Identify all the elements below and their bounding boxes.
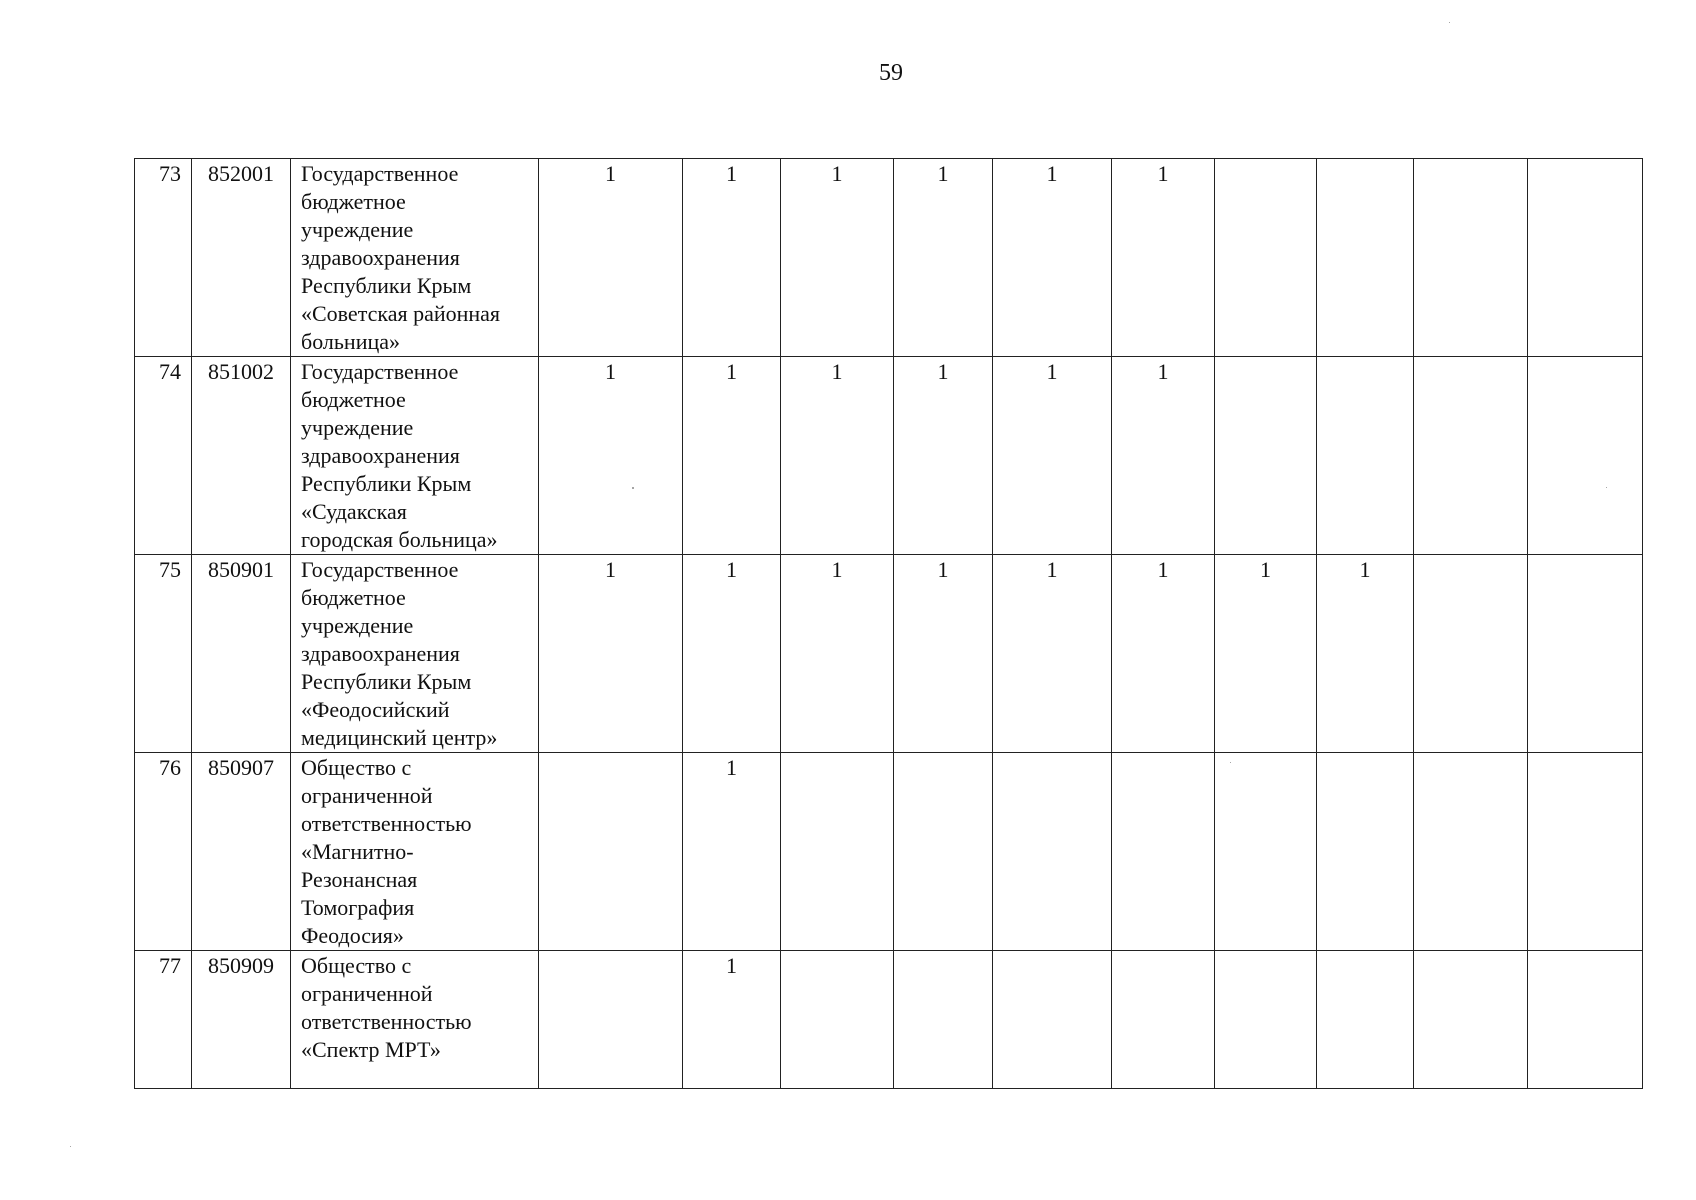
table-row xyxy=(135,555,1643,753)
row-code: 850907 xyxy=(192,753,291,951)
table-row xyxy=(135,753,1643,951)
organization-name xyxy=(291,555,539,753)
row-code: 850901 xyxy=(192,555,291,753)
mark-cell: 1 xyxy=(781,159,894,357)
mark-cell: 1 xyxy=(894,159,993,357)
organization-name-line: ответственностью xyxy=(301,811,472,836)
organization-name-line: Республики Крым xyxy=(301,471,472,496)
mark-cell: 1 xyxy=(993,159,1112,357)
mark-cell xyxy=(894,753,993,951)
organization-name-line: ограниченной xyxy=(301,981,433,1006)
mark-cell: 1 xyxy=(683,159,781,357)
mark-cell xyxy=(1414,357,1528,555)
mark-cell: 1 xyxy=(781,555,894,753)
mark-cell xyxy=(539,753,683,951)
mark-cell xyxy=(993,951,1112,1089)
mark-cell xyxy=(1317,159,1414,357)
mark-cell xyxy=(894,951,993,1089)
organization-name-line: ответственностью xyxy=(301,1009,472,1034)
mark-cell xyxy=(781,951,894,1089)
scan-speck xyxy=(1449,22,1450,23)
mark-cell: 1 xyxy=(1112,357,1215,555)
mark-cell: 1 xyxy=(539,159,683,357)
mark-cell: 1 xyxy=(683,951,781,1089)
mark-cell xyxy=(1215,357,1317,555)
row-index: 77 xyxy=(135,951,192,1089)
organization-name-line: больница» xyxy=(301,329,400,354)
organization-name xyxy=(291,357,539,555)
facilities-table xyxy=(134,158,1643,1089)
mark-cell: 1 xyxy=(1215,555,1317,753)
mark-cell xyxy=(1528,159,1643,357)
organization-name-line: медицинский центр» xyxy=(301,725,498,750)
mark-cell xyxy=(1528,753,1643,951)
organization-name xyxy=(291,753,539,951)
organization-name-line: Феодосия» xyxy=(301,923,404,948)
organization-name-line: бюджетное xyxy=(301,189,406,214)
mark-cell xyxy=(1528,555,1643,753)
row-index: 74 xyxy=(135,357,192,555)
mark-cell: 1 xyxy=(894,357,993,555)
organization-name-line: Общество с xyxy=(301,953,412,978)
organization-name-line: Томография xyxy=(301,895,415,920)
organization-name-line: здравоохранения xyxy=(301,443,460,468)
organization-name-line: здравоохранения xyxy=(301,245,460,270)
organization-name-line: «Феодосийский xyxy=(301,697,450,722)
organization-name-line: городская больница» xyxy=(301,527,498,552)
organization-name-line: «Магнитно- xyxy=(301,839,414,864)
mark-cell xyxy=(1215,753,1317,951)
mark-cell xyxy=(1414,951,1528,1089)
organization-name-line: бюджетное xyxy=(301,387,406,412)
mark-cell xyxy=(1112,951,1215,1089)
mark-cell xyxy=(1414,753,1528,951)
scan-speck xyxy=(632,487,634,489)
page-number: 59 xyxy=(879,60,903,86)
mark-cell: 1 xyxy=(894,555,993,753)
mark-cell: 1 xyxy=(683,555,781,753)
mark-cell: 1 xyxy=(683,753,781,951)
row-index: 73 xyxy=(135,159,192,357)
scan-speck xyxy=(1606,487,1607,488)
mark-cell: 1 xyxy=(993,555,1112,753)
table-row xyxy=(135,159,1643,357)
mark-cell: 1 xyxy=(1112,555,1215,753)
organization-name-line: «Судакская xyxy=(301,499,407,524)
organization-name-line: ограниченной xyxy=(301,783,433,808)
mark-cell: 1 xyxy=(993,357,1112,555)
mark-cell: 1 xyxy=(1112,159,1215,357)
mark-cell xyxy=(1317,357,1414,555)
mark-cell: 1 xyxy=(1317,555,1414,753)
mark-cell xyxy=(1215,159,1317,357)
organization-name-line: Государственное xyxy=(301,161,459,186)
organization-name-line: Резонансная xyxy=(301,867,418,892)
organization-name xyxy=(291,159,539,357)
organization-name xyxy=(291,951,539,1089)
organization-name-line: Республики Крым xyxy=(301,669,472,694)
mark-cell xyxy=(1414,555,1528,753)
row-code: 851002 xyxy=(192,357,291,555)
mark-cell xyxy=(1317,951,1414,1089)
organization-name-line: учреждение xyxy=(301,217,414,242)
mark-cell: 1 xyxy=(781,357,894,555)
organization-name-line: Общество с xyxy=(301,755,412,780)
organization-name-line: учреждение xyxy=(301,613,414,638)
table-body xyxy=(135,159,1643,1089)
organization-name-line: «Спектр МРТ» xyxy=(301,1037,441,1062)
mark-cell xyxy=(1112,753,1215,951)
organization-name-line: учреждение xyxy=(301,415,414,440)
mark-cell xyxy=(1414,159,1528,357)
mark-cell xyxy=(1528,951,1643,1089)
organization-name-line: здравоохранения xyxy=(301,641,460,666)
row-code: 850909 xyxy=(192,951,291,1089)
organization-name-line: Государственное xyxy=(301,557,459,582)
scan-speck xyxy=(1230,762,1231,763)
mark-cell xyxy=(1528,357,1643,555)
organization-name-line: «Советская районная xyxy=(301,301,501,326)
row-index: 76 xyxy=(135,753,192,951)
mark-cell xyxy=(781,753,894,951)
mark-cell: 1 xyxy=(683,357,781,555)
row-code: 852001 xyxy=(192,159,291,357)
organization-name-line: Государственное xyxy=(301,359,459,384)
mark-cell xyxy=(539,951,683,1089)
organization-name-line: Республики Крым xyxy=(301,273,472,298)
organization-name-line: бюджетное xyxy=(301,585,406,610)
mark-cell: 1 xyxy=(539,555,683,753)
mark-cell xyxy=(993,753,1112,951)
mark-cell xyxy=(1215,951,1317,1089)
table-row xyxy=(135,951,1643,1089)
mark-cell xyxy=(1317,753,1414,951)
row-index: 75 xyxy=(135,555,192,753)
mark-cell: 1 xyxy=(539,357,683,555)
table-row xyxy=(135,357,1643,555)
scan-speck xyxy=(70,1146,71,1147)
